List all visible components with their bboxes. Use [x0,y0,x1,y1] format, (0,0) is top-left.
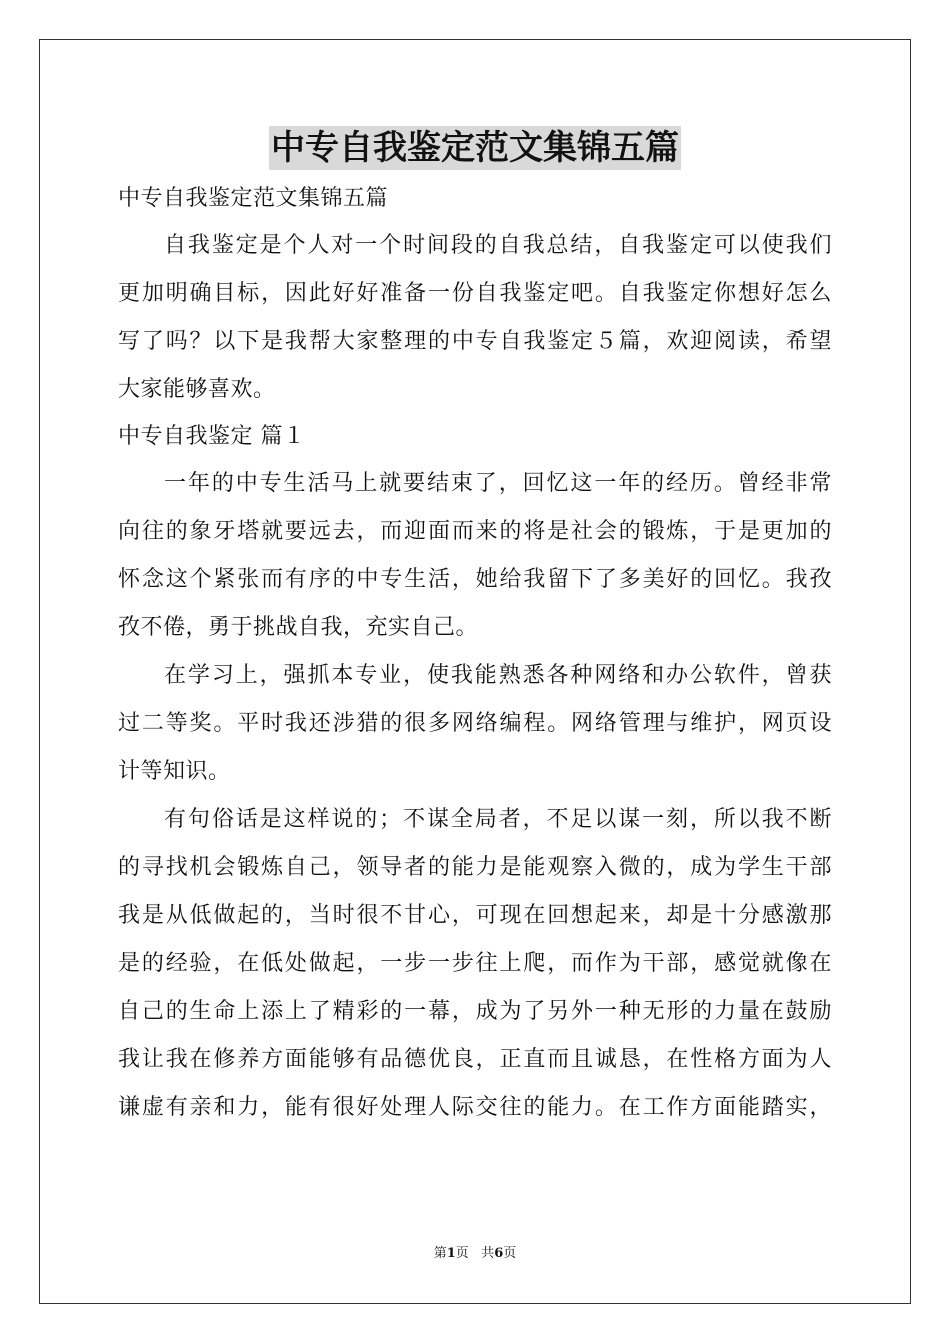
footer-total-number: 6 [494,1246,504,1261]
intro-paragraph [118,222,832,414]
footer-total-suffix: 页 [503,1246,517,1261]
text-line: 有句俗话是这样说的；不谋全局者，不足以谋一刻，所以我不断 [164,807,832,832]
footer-page-suffix: 页 [455,1246,469,1261]
document-title-text: 中专自我鉴定范文集锦五篇 [271,128,679,168]
text-line: 向往的象牙塔就要远去，而迎面而来的将是社会的锻炼，于是更加的 [118,519,832,544]
text-line: 更加明确目标，因此好好准备一份自我鉴定吧。自我鉴定你想好怎么 [118,281,832,306]
footer-page-prefix: 第 [433,1246,447,1261]
text-line: 写了吗？以下是我帮大家整理的中专自我鉴定５篇，欢迎阅读，希望 [118,329,832,354]
document-body [118,176,832,1132]
document-title [0,126,950,176]
footer-total-prefix: 共 [481,1246,495,1261]
text-line: 是的经验，在低处做起，一步一步往上爬，而作为干部，感觉就像在 [118,951,832,976]
page-footer [0,1244,950,1264]
paragraph-1 [118,460,832,652]
text-line: 的寻找机会锻炼自己，领导者的能力是能观察入微的，成为学生干部 [118,855,832,880]
text-line: 一年的中专生活马上就要结束了，回忆这一年的经历。曾经非常 [164,471,832,496]
text-line: 在学习上，强抓本专业，使我能熟悉各种网络和办公软件，曾获 [164,663,832,688]
text-line: 自我鉴定是个人对一个时间段的自我总结，自我鉴定可以使我们 [164,233,832,258]
paragraph-3 [118,796,832,1132]
text-line: 谦虚有亲和力，能有很好处理人际交往的能力。在工作方面能踏实， [118,1095,832,1120]
text-line: 大家能够喜欢。 [118,377,276,402]
text-line: 孜不倦，勇于挑战自我，充实自己。 [118,615,479,640]
text-line: 过二等奖。平时我还涉猎的很多网络编程。网络管理与维护，网页设 [118,711,832,736]
paragraph-2 [118,652,832,796]
text-line: 我是从低做起的，当时很不甘心，可现在回想起来，却是十分感激那 [118,903,832,928]
document-subtitle: 中专自我鉴定范文集锦五篇 [118,186,389,211]
text-line: 自己的生命上添上了精彩的一幕，成为了另外一种无形的力量在鼓励 [118,999,832,1024]
text-line: 计等知识。 [118,759,231,784]
section-heading: 中专自我鉴定 篇１ [118,424,306,449]
text-line: 怀念这个紧张而有序的中专生活，她给我留下了多美好的回忆。我孜 [118,567,832,592]
footer-page-number: 1 [446,1246,456,1261]
text-line: 我让我在修养方面能够有品德优良，正直而且诚恳，在性格方面为人 [118,1047,832,1072]
